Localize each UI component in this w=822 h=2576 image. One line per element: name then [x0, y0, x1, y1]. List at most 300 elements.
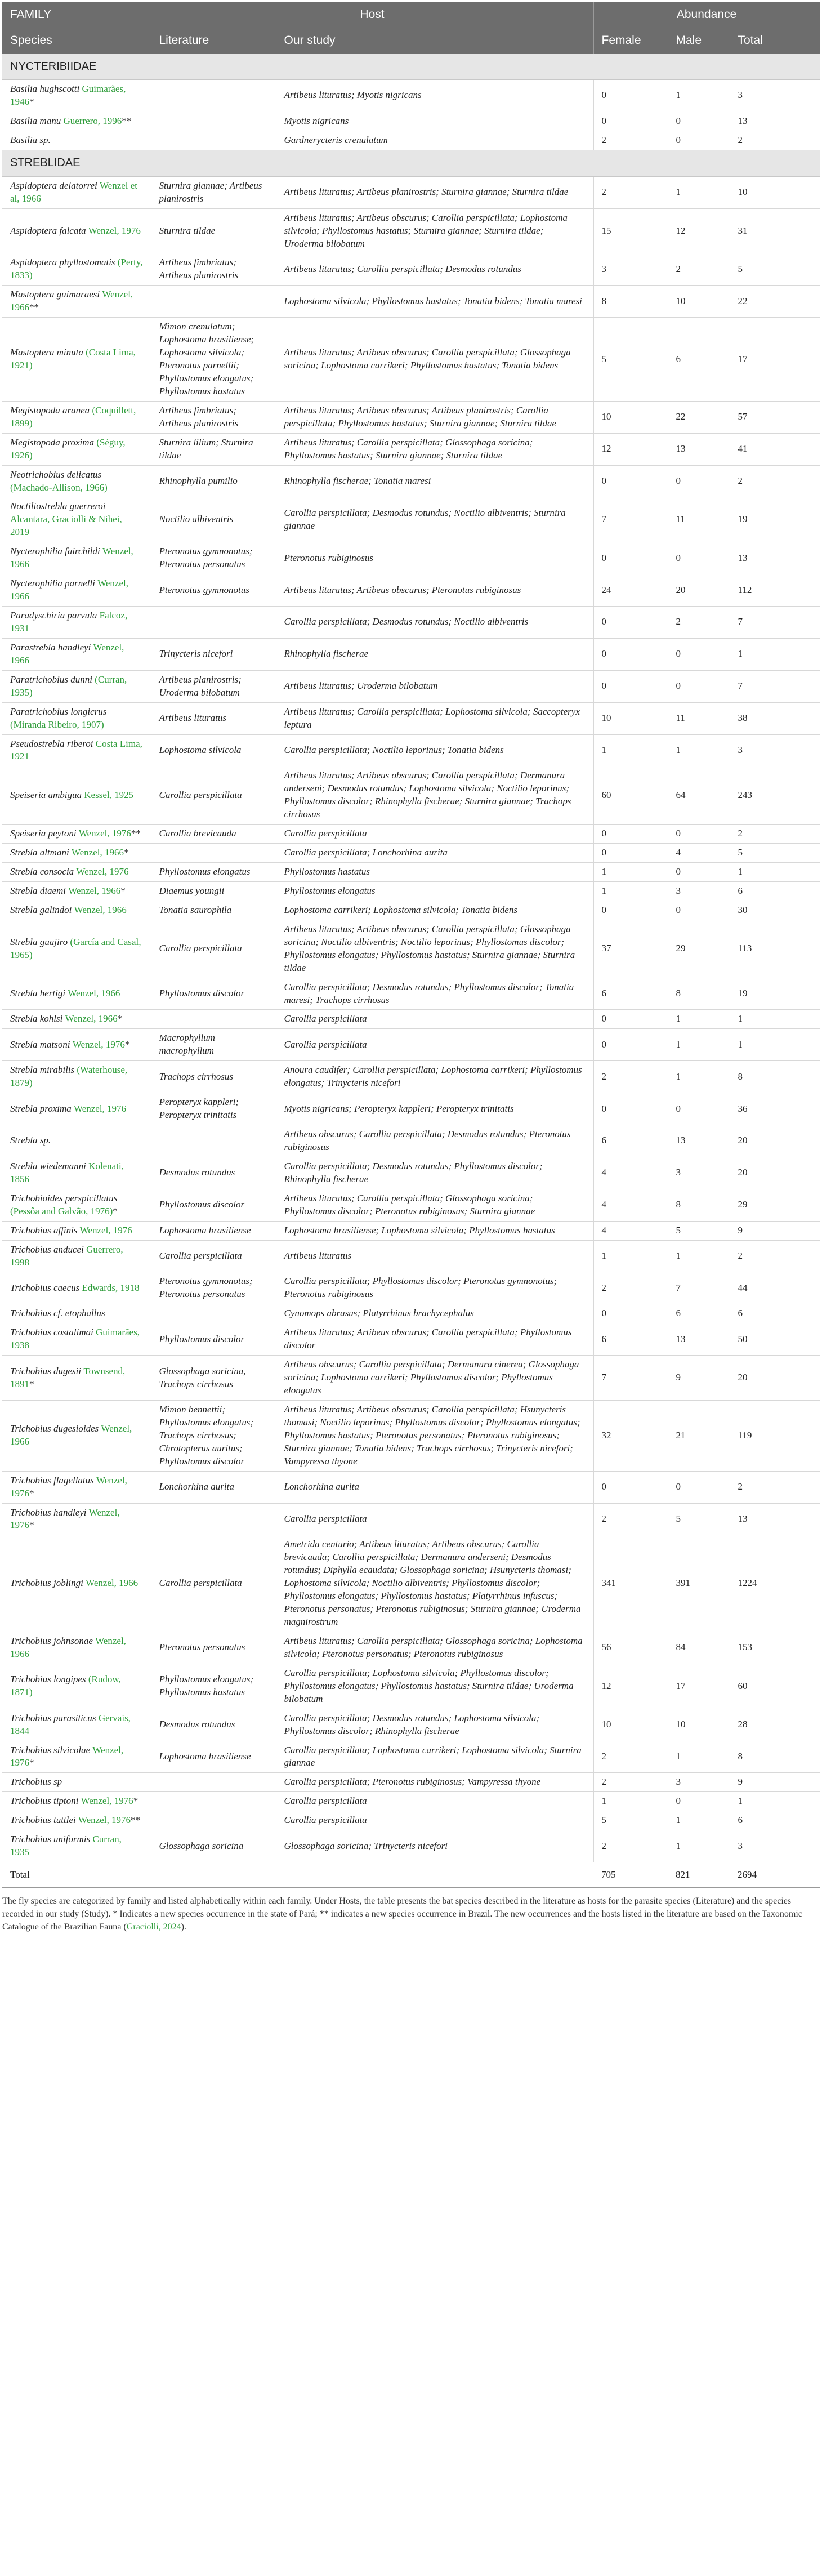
study-hosts: Carollia perspicillata; Desmodus rotundus; Lophostoma silvicola; Phyllostomus discolor; Rhinophylla fischerae: [276, 1709, 593, 1741]
species-cell: [2, 253, 151, 286]
literature-hosts: Macrophyllum macrophyllum: [151, 1029, 276, 1061]
study-hosts: Artibeus lituratus; Carollia perspicillata; Glossophaga soricina; Phyllostomus hastatus; Sturnira giannae; Sturnira tildae: [276, 433, 593, 465]
female-count: 10: [593, 1709, 668, 1741]
male-count: 64: [668, 766, 730, 825]
species-cell: [2, 542, 151, 574]
species-cell: [2, 734, 151, 766]
female-count: 0: [593, 112, 668, 131]
study-hosts: Rhinophylla fischerae: [276, 638, 593, 670]
study-hosts: Carollia perspicillata; Lophostoma carrikeri; Lophostoma silvicola; Sturnira giannae: [276, 1741, 593, 1773]
total-count: 3: [730, 80, 820, 112]
study-hosts: Artibeus lituratus; Carollia perspicillata; Glossophaga soricina; Lophostoma silvicola; Pteronotus personatus; Pteronotus rubiginosus: [276, 1632, 593, 1664]
species-name: Trichobius sp: [10, 1776, 62, 1788]
study-hosts: Carollia perspicillata: [276, 1010, 593, 1029]
study-hosts: Artibeus lituratus; Carollia perspicillata; Lophostoma silvicola; Saccopteryx leptura: [276, 702, 593, 734]
literature-hosts: Diaemus youngii: [151, 881, 276, 901]
literature-hosts: Carollia perspicillata: [151, 766, 276, 825]
species-name: Trichobioides perspicillatus: [10, 1192, 118, 1204]
table-footnote: [2, 1895, 820, 1934]
study-hosts: Phyllostomus hastatus: [276, 863, 593, 882]
species-cell: [2, 497, 151, 542]
species-cell: [2, 1304, 151, 1323]
female-count: 0: [593, 607, 668, 639]
table-row: [2, 1400, 820, 1471]
study-hosts: Carollia perspicillata; Lophostoma silvicola; Phyllostomus discolor; Phyllostomus elongatus; Phyllostomus hastatus; Sturnira tildae; Uroderma bilobatum: [276, 1664, 593, 1709]
total-count: 1: [730, 1010, 820, 1029]
table-row: [2, 574, 820, 607]
study-hosts: Anoura caudifer; Carollia perspicillata; Lophostoma carrikeri; Phyllostomus elongatus; Trinycteris nicefori: [276, 1061, 593, 1093]
table-row: [2, 1272, 820, 1304]
female-count: 2: [593, 176, 668, 208]
female-count: 0: [593, 1471, 668, 1503]
species-author-link[interactable]: Wenzel, 1966: [10, 578, 128, 602]
literature-hosts: Glossophaga soricina, Trachops cirrhosus: [151, 1356, 276, 1401]
total-count: 50: [730, 1323, 820, 1356]
male-count: 11: [668, 497, 730, 542]
male-count: 1: [668, 1741, 730, 1773]
male-count: 22: [668, 401, 730, 433]
male-count: 1: [668, 1830, 730, 1862]
occurrence-mark: *: [29, 96, 34, 107]
occurrence-mark: *: [124, 1039, 130, 1050]
literature-hosts: [151, 1792, 276, 1811]
literature-hosts: Carollia perspicillata: [151, 1535, 276, 1632]
total-count: 20: [730, 1157, 820, 1189]
study-hosts: Artibeus obscurus; Carollia perspicillata; Dermanura cinerea; Glossophaga soricina; Lophostoma carrikeri; Phyllostomus discolor; Phyllostomus elongatus: [276, 1356, 593, 1401]
header-host: Host: [151, 2, 593, 28]
species-author-link[interactable]: Kessel, 1925: [84, 789, 134, 800]
species-author-link[interactable]: (Costa Lima, 1921): [10, 347, 136, 371]
male-count: 6: [668, 318, 730, 402]
table-row: [2, 1356, 820, 1401]
species-name: Trichobius affinis: [10, 1224, 78, 1236]
female-count: 1: [593, 1792, 668, 1811]
total-count: 2: [730, 131, 820, 150]
table-row: [2, 1773, 820, 1792]
study-hosts: Artibeus lituratus; Carollia perspicillata; Glossophaga soricina; Phyllostomus discolor; Pteronotus rubiginosus; Sturnira giannae: [276, 1189, 593, 1221]
species-author-link[interactable]: Guimarães, 1946: [10, 83, 126, 107]
literature-hosts: Glossophaga soricina: [151, 1830, 276, 1862]
species-name: Megistopoda proxima: [10, 436, 95, 448]
female-count: 3: [593, 253, 668, 286]
female-count: 1: [593, 1240, 668, 1272]
female-count: 1: [593, 863, 668, 882]
species-author-link[interactable]: Guerrero, 1998: [10, 1244, 123, 1268]
table-row: [2, 844, 820, 863]
species-author-link[interactable]: (Rudow, 1871): [10, 1674, 121, 1698]
male-count: 21: [668, 1400, 730, 1471]
species-name: Pseudostrebla riberoi: [10, 738, 93, 749]
species-cell: [2, 1125, 151, 1157]
species-author-link[interactable]: Wenzel, 1966: [10, 1635, 126, 1659]
species-author-link[interactable]: Wenzel, 1976: [10, 1744, 124, 1768]
species-cell: [2, 863, 151, 882]
total-count: 1: [730, 1792, 820, 1811]
table-row: [2, 497, 820, 542]
header-literature: Literature: [151, 28, 276, 54]
species-name: Trichobius joblingi: [10, 1577, 83, 1589]
literature-hosts: Phyllostomus discolor: [151, 1189, 276, 1221]
species-author-link[interactable]: (Miranda Ribeiro, 1907): [10, 719, 104, 730]
female-count: 60: [593, 766, 668, 825]
male-count: 5: [668, 1221, 730, 1240]
species-cell: [2, 881, 151, 901]
literature-hosts: Carollia perspicillata: [151, 1240, 276, 1272]
total-count: 1: [730, 863, 820, 882]
species-author-link[interactable]: Curran, 1935: [10, 1834, 122, 1858]
study-hosts: Phyllostomus elongatus: [276, 881, 593, 901]
total-count: 13: [730, 112, 820, 131]
study-hosts: Artibeus lituratus; Artibeus obscurus; Artibeus planirostris; Carollia perspicillata; Phyllostomus hastatus; Sturnira giannae; Sturnira tildae: [276, 401, 593, 433]
female-count: 5: [593, 1811, 668, 1830]
total-count: 2: [730, 825, 820, 844]
male-count: 0: [668, 112, 730, 131]
male-count: 0: [668, 825, 730, 844]
male-count: 3: [668, 1157, 730, 1189]
male-count: 12: [668, 208, 730, 253]
total-count: 2: [730, 1471, 820, 1503]
species-cell: [2, 1773, 151, 1792]
male-count: 1: [668, 80, 730, 112]
study-hosts: Cynomops abrasus; Platyrrhinus brachycephalus: [276, 1304, 593, 1323]
table-row: [2, 253, 820, 286]
species-author-link[interactable]: Wenzel, 1976: [79, 1224, 132, 1236]
table-row: [2, 607, 820, 639]
total-all: 2694: [730, 1862, 820, 1888]
study-hosts: Artibeus lituratus; Artibeus obscurus; Carollia perspicillata; Phyllostomus discolor: [276, 1323, 593, 1356]
species-author-link[interactable]: (Pessôa and Galvão, 1976): [10, 1205, 113, 1216]
footnote-link[interactable]: Graciolli, 2024: [126, 1922, 181, 1932]
literature-hosts: Sturnira tildae: [151, 208, 276, 253]
literature-hosts: Phyllostomus elongatus; Phyllostomus hastatus: [151, 1664, 276, 1709]
species-author-link[interactable]: Wenzel, 1976: [81, 1795, 133, 1807]
species-author-link[interactable]: Wenzel, 1966: [10, 289, 133, 313]
literature-hosts: [151, 80, 276, 112]
species-cell: [2, 607, 151, 639]
female-count: 2: [593, 1741, 668, 1773]
species-author-link[interactable]: Gervais, 1844: [10, 1712, 131, 1736]
male-count: 0: [668, 638, 730, 670]
female-count: 24: [593, 574, 668, 607]
species-cell: [2, 1709, 151, 1741]
total-count: 13: [730, 1503, 820, 1535]
male-count: 0: [668, 465, 730, 497]
species-cell: [2, 1535, 151, 1632]
species-cell: [2, 702, 151, 734]
total-count: 20: [730, 1125, 820, 1157]
male-count: 17: [668, 1664, 730, 1709]
female-count: 4: [593, 1189, 668, 1221]
table-row: [2, 825, 820, 844]
literature-hosts: Mimon crenulatum; Lophostoma brasiliense; Lophostoma silvicola; Pteronotus parnellii; Phyllostomus elongatus; Phyllostomus hastatus: [151, 318, 276, 402]
species-author-link[interactable]: Wenzel et al, 1966: [10, 180, 138, 204]
species-cell: [2, 920, 151, 978]
literature-hosts: Pteronotus gymnonotus: [151, 574, 276, 607]
female-count: 2: [593, 131, 668, 150]
species-author-link[interactable]: (Waterhouse, 1879): [10, 1064, 128, 1089]
species-name: Trichobius longipes: [10, 1674, 86, 1685]
species-author-link[interactable]: Guimarães, 1938: [10, 1327, 140, 1351]
footnote-text: The fly species are categorized by family and listed alphabetically within each family. Under Hosts, the table presents the bat species described in the literature as hosts for the parasite species (Literature) and the species recorded in our study (Study). * Indicates a new species occurrence in the state of Pará; ** indicates a new species occurrence in Brazil. The new occurrences and the hosts listed in the literature are based on the Taxonomic Catalogue of the Brazilian Fauna (: [2, 1896, 802, 1932]
species-author-link[interactable]: Wenzel, 1976: [72, 1039, 125, 1050]
species-name: Speiseria ambigua: [10, 789, 82, 800]
species-author-link[interactable]: Townsend, 1891: [10, 1365, 126, 1389]
species-author-link[interactable]: (Machado-Allison, 1966): [10, 482, 108, 493]
species-cell: [2, 1356, 151, 1401]
total-count: 9: [730, 1221, 820, 1240]
species-name: Strebla wiedemanni: [10, 1160, 86, 1171]
species-name: Mastoptera minuta: [10, 347, 83, 358]
table-row: [2, 112, 820, 131]
study-hosts: Artibeus lituratus; Carollia perspicillata; Desmodus rotundus: [276, 253, 593, 286]
table-row: [2, 638, 820, 670]
table-row: [2, 208, 820, 253]
species-name: Trichobius silvicolae: [10, 1744, 91, 1755]
total-count: 41: [730, 433, 820, 465]
species-cell: [2, 318, 151, 402]
species-author-link[interactable]: Falcoz, 1931: [10, 610, 128, 634]
study-hosts: Artibeus lituratus; Myotis nigricans: [276, 80, 593, 112]
total-count: 2: [730, 465, 820, 497]
species-name: Trichobius tuttlei: [10, 1815, 76, 1826]
literature-hosts: [151, 607, 276, 639]
species-cell: [2, 670, 151, 702]
literature-hosts: Phyllostomus discolor: [151, 978, 276, 1010]
literature-hosts: [151, 1503, 276, 1535]
species-author-link[interactable]: Wenzel, 1966: [68, 885, 121, 896]
species-cell: [2, 401, 151, 433]
study-hosts: Carollia perspicillata: [276, 1792, 593, 1811]
species-name: Aspidoptera delatorrei: [10, 180, 97, 191]
total-count: 5: [730, 844, 820, 863]
female-count: 37: [593, 920, 668, 978]
male-count: 0: [668, 863, 730, 882]
species-author-link[interactable]: Wenzel, 1966: [10, 641, 124, 666]
study-hosts: Rhinophylla fischerae; Tonatia maresi: [276, 465, 593, 497]
species-author-link[interactable]: (Séguy, 1926): [10, 436, 126, 461]
species-cell: [2, 1471, 151, 1503]
species-cell: [2, 1010, 151, 1029]
total-count: 31: [730, 208, 820, 253]
species-author-link[interactable]: Wenzel, 1966: [10, 546, 133, 570]
species-cell: [2, 1029, 151, 1061]
species-author-link[interactable]: Wenzel, 1976: [78, 828, 131, 839]
table-row: [2, 1010, 820, 1029]
literature-hosts: Trachops cirrhosus: [151, 1061, 276, 1093]
species-table: [2, 2, 820, 1888]
occurrence-mark: *: [29, 1757, 34, 1768]
study-hosts: Artibeus lituratus; Artibeus obscurus; Carollia perspicillata; Glossophaga soricina; Lophostoma carrikeri; Phyllostomus hastatus; Tonatia bidens: [276, 318, 593, 402]
female-count: 0: [593, 542, 668, 574]
species-name: Neotrichobius delicatus: [10, 469, 101, 480]
female-count: 8: [593, 286, 668, 318]
species-name: Strebla consocia: [10, 866, 74, 877]
total-count: 17: [730, 318, 820, 402]
header-family: FAMILY: [2, 2, 151, 28]
literature-hosts: Desmodus rotundus: [151, 1157, 276, 1189]
female-count: 2: [593, 1061, 668, 1093]
species-cell: [2, 176, 151, 208]
male-count: 11: [668, 702, 730, 734]
species-name: Trichobius handleyi: [10, 1507, 87, 1518]
total-count: 19: [730, 497, 820, 542]
species-name: Aspidoptera falcata: [10, 225, 86, 236]
total-count: 38: [730, 702, 820, 734]
male-count: 4: [668, 844, 730, 863]
female-count: 0: [593, 670, 668, 702]
literature-hosts: Lonchorhina aurita: [151, 1471, 276, 1503]
female-count: 10: [593, 401, 668, 433]
table-row: [2, 901, 820, 920]
total-count: 1: [730, 638, 820, 670]
literature-hosts: Desmodus rotundus: [151, 1709, 276, 1741]
male-count: 1: [668, 176, 730, 208]
literature-hosts: [151, 1304, 276, 1323]
species-name: Trichobius dugesii: [10, 1365, 82, 1376]
species-author-link[interactable]: (Perty, 1833): [10, 257, 143, 281]
total-count: 153: [730, 1632, 820, 1664]
male-count: 1: [668, 734, 730, 766]
species-author-link[interactable]: Wenzel, 1976: [76, 866, 129, 877]
species-author-link[interactable]: Wenzel, 1976: [74, 1103, 127, 1114]
total-label: Total: [2, 1862, 593, 1888]
female-count: 12: [593, 1664, 668, 1709]
total-count: 5: [730, 253, 820, 286]
total-row: [2, 1862, 820, 1888]
species-author-link[interactable]: (Curran, 1935): [10, 674, 127, 698]
male-count: 2: [668, 253, 730, 286]
total-count: 19: [730, 978, 820, 1010]
species-cell: [2, 1400, 151, 1471]
species-name: Paratrichobius dunni: [10, 674, 92, 685]
literature-hosts: Pteronotus gymnonotus; Pteronotus personatus: [151, 1272, 276, 1304]
species-cell: [2, 901, 151, 920]
species-cell: [2, 825, 151, 844]
male-count: 0: [668, 1792, 730, 1811]
species-author-link[interactable]: Wenzel, 1966: [10, 1423, 132, 1447]
total-count: 60: [730, 1664, 820, 1709]
species-cell: [2, 208, 151, 253]
female-count: 0: [593, 465, 668, 497]
species-author-link[interactable]: Costa Lima, 1921: [10, 738, 142, 762]
table-row: [2, 670, 820, 702]
table-row: [2, 465, 820, 497]
literature-hosts: [151, 131, 276, 150]
species-cell: [2, 1093, 151, 1125]
total-count: 28: [730, 1709, 820, 1741]
species-cell: [2, 1157, 151, 1189]
family-row: [2, 150, 820, 176]
literature-hosts: [151, 1125, 276, 1157]
species-name: Parastrebla handleyi: [10, 641, 91, 653]
total-count: 6: [730, 1811, 820, 1830]
table-row: [2, 176, 820, 208]
occurrence-mark: **: [131, 828, 141, 839]
study-hosts: Artibeus lituratus; Artibeus obscurus; Carollia perspicillata; Glossophaga soricina; Noctilio albiventris; Noctilio leporinus; Phyllostomus discolor; Phyllostomus elongatus; Phyllostomus hastatus; Sturnira giannae; Sturnira tildae: [276, 920, 593, 978]
species-author-link[interactable]: (García and Casal, 1965): [10, 936, 141, 960]
male-count: 10: [668, 286, 730, 318]
species-author-link[interactable]: Wenzel, 1966: [68, 988, 120, 999]
study-hosts: Carollia perspicillata: [276, 1503, 593, 1535]
species-author-link[interactable]: Wenzel, 1966: [74, 904, 127, 915]
species-author-link[interactable]: Wenzel, 1966: [65, 1013, 118, 1024]
species-author-link[interactable]: Wenzel, 1976: [88, 225, 141, 236]
header-species: Species: [2, 28, 151, 54]
female-count: 7: [593, 497, 668, 542]
header-male: Male: [668, 28, 730, 54]
species-author-link[interactable]: Wenzel, 1976: [78, 1815, 131, 1826]
female-count: 1: [593, 881, 668, 901]
female-count: 0: [593, 844, 668, 863]
study-hosts: Artibeus lituratus; Artibeus planirostris; Sturnira giannae; Sturnira tildae: [276, 176, 593, 208]
study-hosts: Carollia perspicillata: [276, 1029, 593, 1061]
species-cell: [2, 978, 151, 1010]
study-hosts: Pteronotus rubiginosus: [276, 542, 593, 574]
study-hosts: Artibeus lituratus; Uroderma bilobatum: [276, 670, 593, 702]
header-our-study: Our study: [276, 28, 593, 54]
species-author-link[interactable]: Edwards, 1918: [82, 1282, 140, 1293]
study-hosts: Lophostoma silvicola; Phyllostomus hastatus; Tonatia bidens; Tonatia maresi: [276, 286, 593, 318]
literature-hosts: Pteronotus gymnonotus; Pteronotus personatus: [151, 542, 276, 574]
species-author-link[interactable]: Wenzel, 1976: [10, 1507, 120, 1531]
occurrence-mark: *: [29, 1519, 34, 1531]
table-row: [2, 1061, 820, 1093]
species-name: Trichobius parasiticus: [10, 1712, 96, 1723]
species-author-link[interactable]: Guerrero, 1996: [63, 115, 122, 126]
species-author-link[interactable]: Kolenati, 1856: [10, 1160, 124, 1184]
study-hosts: Glossophaga soricina; Trinycteris nicefori: [276, 1830, 593, 1862]
species-name: Aspidoptera phyllostomatis: [10, 257, 115, 268]
species-cell: [2, 1811, 151, 1830]
total-count: 8: [730, 1741, 820, 1773]
female-count: 2: [593, 1272, 668, 1304]
female-count: 7: [593, 1356, 668, 1401]
table-row: [2, 863, 820, 882]
male-count: 84: [668, 1632, 730, 1664]
male-count: 3: [668, 1773, 730, 1792]
species-author-link[interactable]: (Coquillett, 1899): [10, 404, 136, 429]
table-row: [2, 734, 820, 766]
table-row: [2, 401, 820, 433]
male-count: 0: [668, 901, 730, 920]
species-author-link[interactable]: Wenzel, 1966: [86, 1577, 139, 1589]
study-hosts: Myotis nigricans; Peropteryx kappleri; Peropteryx trinitatis: [276, 1093, 593, 1125]
species-author-link[interactable]: Wenzel, 1966: [71, 847, 124, 858]
literature-hosts: Pteronotus personatus: [151, 1632, 276, 1664]
family-name: STREBLIDAE: [2, 150, 820, 176]
male-count: 13: [668, 433, 730, 465]
species-name: Nycterophilia parnelli: [10, 578, 95, 589]
female-count: 2: [593, 1503, 668, 1535]
species-author-link[interactable]: Wenzel, 1976: [10, 1474, 127, 1499]
occurrence-mark: *: [29, 1487, 34, 1499]
female-count: 10: [593, 702, 668, 734]
table-row: [2, 978, 820, 1010]
species-cell: [2, 1503, 151, 1535]
total-count: 112: [730, 574, 820, 607]
female-count: 6: [593, 1125, 668, 1157]
total-count: 6: [730, 881, 820, 901]
female-count: 0: [593, 1093, 668, 1125]
table-row: [2, 1792, 820, 1811]
table-row: [2, 1125, 820, 1157]
species-name: Noctiliostrebla guerreroi: [10, 501, 106, 512]
header-total: Total: [730, 28, 820, 54]
female-count: 32: [593, 1400, 668, 1471]
male-count: 0: [668, 670, 730, 702]
species-author-link[interactable]: Alcantara, Graciolli & Nihei, 2019: [10, 514, 122, 538]
male-count: 8: [668, 978, 730, 1010]
